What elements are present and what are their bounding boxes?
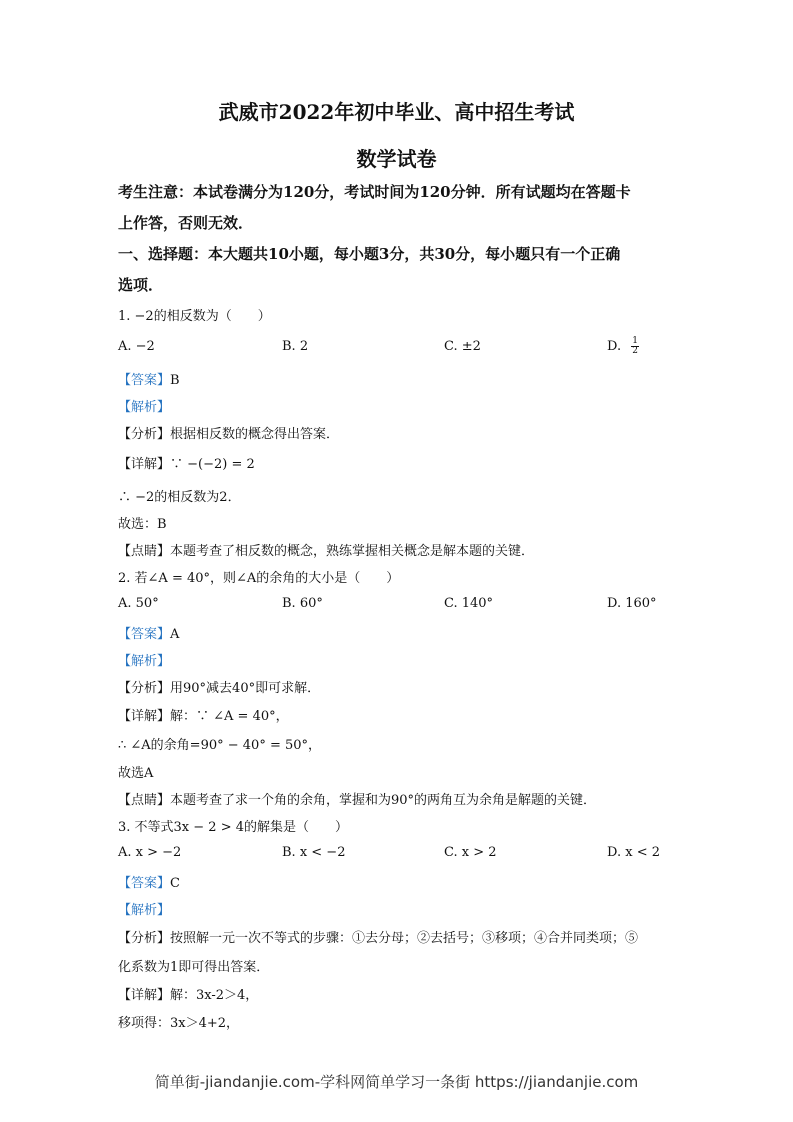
q2-step: ∴ ∠A的余角=90° − 40° = 50°， [118, 738, 322, 753]
page-footer-watermark: 简单街-jiandanjie.com-学科网简单学习一条街 https://jiandanjie.com [154, 1073, 639, 1091]
q3-option-a: A. x > −2 [118, 845, 182, 860]
q1-answer [118, 369, 180, 388]
q3-step: 移项得：3x＞4+2， [118, 1016, 240, 1031]
q2-comment: 【点睛】本题考查了求一个角的余角，掌握和为90°的两角互为余角是解题的关键． [118, 793, 597, 808]
section-heading-line-1: 一、选择题：本大题共10小题，每小题3分，共30分，每小题只有一个正确 [118, 245, 621, 263]
q1-stem: 1. −2的相反数为（ ） [118, 309, 271, 324]
q3-analysis-line-1: 【分析】按照解一元一次不等式的步骤：①去分母；②去括号；③移项；④合并同类项；⑤ [118, 931, 639, 946]
q1-analysis: 【分析】根据相反数的概念得出答案． [118, 427, 340, 442]
notice-line-1: 考生注意：本试卷满分为120分，考试时间为120分钟．所有试题均在答题卡 [118, 183, 631, 201]
q3-stem: 3. 不等式3x − 2 > 4的解集是（ ） [118, 820, 348, 835]
q2-option-c: C. 140° [444, 596, 494, 611]
q1-jiexi-tag: 【解析】 [118, 400, 171, 415]
fraction-numerator: 1 [632, 336, 638, 346]
q1-option-a: A. −2 [118, 339, 155, 354]
q2-analysis: 【分析】用90°减去40°即可求解． [118, 681, 321, 696]
q3-answer [118, 872, 180, 891]
q3-option-d: D. x < 2 [607, 845, 660, 860]
q2-stem: 2. 若∠A = 40°，则∠A的余角的大小是（ ） [118, 571, 400, 586]
answer-tag: 【答案】 [118, 627, 171, 642]
q3-option-c: C. x > 2 [444, 845, 497, 860]
q3-jiexi-tag: 【解析】 [118, 903, 171, 918]
exam-subtitle: 数学试卷 [356, 147, 437, 171]
q1-comment: 【点睛】本题考查了相反数的概念，熟练掌握相关概念是解本题的关键． [118, 544, 535, 559]
q2-answer [118, 623, 179, 642]
q1-option-c: C. ±2 [444, 339, 481, 354]
q1-option-d [607, 337, 639, 356]
q1-option-b: B. 2 [282, 339, 309, 354]
q2-detail: 【详解】解：∵ ∠A = 40°， [118, 709, 289, 724]
answer-value: C [170, 876, 180, 891]
q2-option-d: D. 160° [607, 596, 657, 611]
q2-jiexi-tag: 【解析】 [118, 654, 171, 669]
answer-value: B [170, 373, 180, 388]
answer-value: A [170, 627, 180, 642]
q1-option-d-label: D. [607, 339, 622, 354]
q1-option-d-fraction [631, 337, 639, 356]
q2-choose: 故选A [118, 766, 154, 781]
answer-tag: 【答案】 [118, 876, 171, 891]
q1-choose: 故选：B [118, 517, 167, 532]
fraction-denominator: 2 [632, 346, 638, 356]
exam-title: 武威市2022年初中毕业、高中招生考试 [218, 100, 575, 124]
q3-analysis-line-2: 化系数为1即可得出答案． [118, 960, 270, 975]
answer-tag: 【答案】 [118, 373, 171, 388]
q3-detail: 【详解】解：3x-2＞4， [118, 988, 259, 1003]
q1-step: ∴ −2的相反数为2． [118, 490, 241, 505]
notice-line-2: 上作答，否则无效． [118, 214, 254, 232]
q3-option-b: B. x < −2 [282, 845, 346, 860]
q1-detail: 【详解】∵ −(−2) = 2 [118, 457, 255, 472]
q2-option-a: A. 50° [118, 596, 159, 611]
q2-option-b: B. 60° [282, 596, 323, 611]
section-heading-line-2: 选项． [118, 276, 164, 294]
